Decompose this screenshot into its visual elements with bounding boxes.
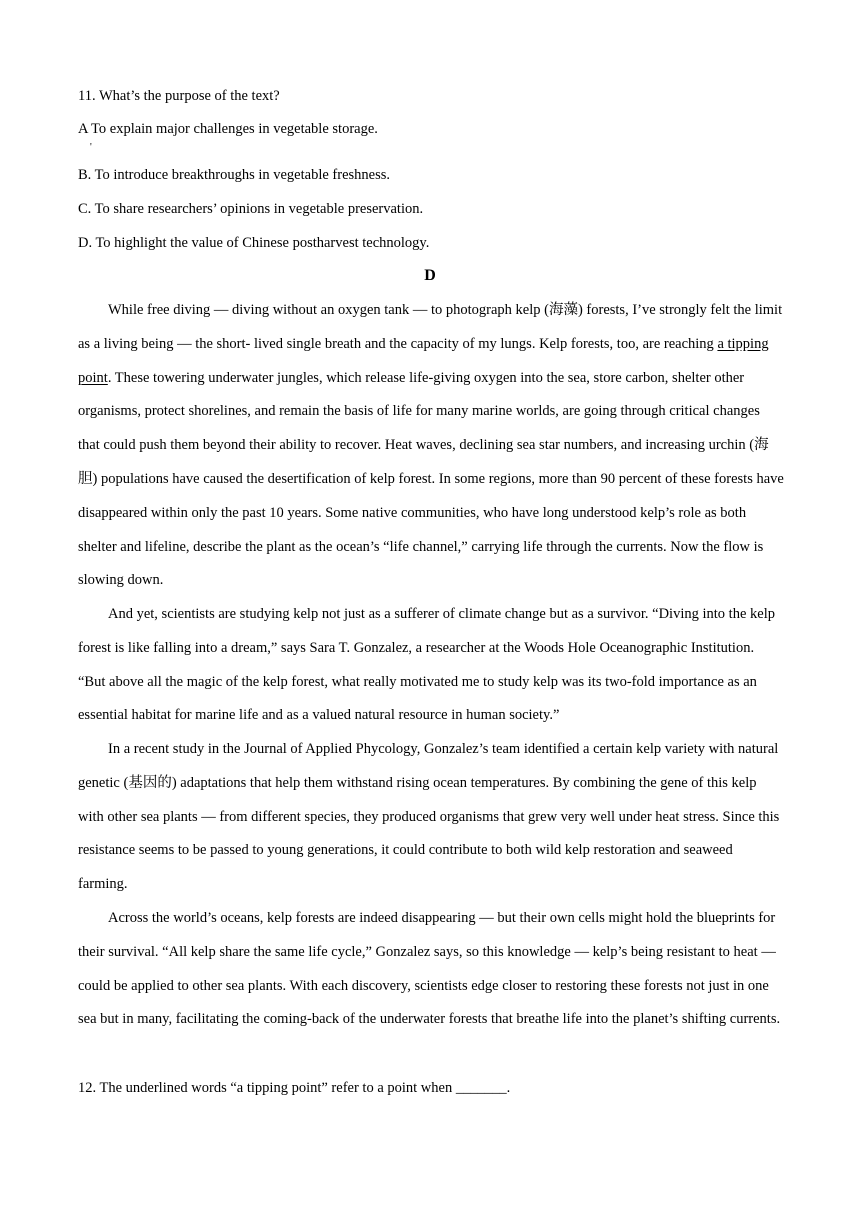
p1-text-after: . These towering underwater jungles, which release life-giving oxygen into the sea, store carbon, shelter other organisms, protect shorelines, and remain the basis of life for many marine worlds, are going through critical changes that could push them beyond their ability to recover. Heat waves, declining sea star numbers, and increasing urchin (海胆) populations have caused the desertification of kelp forest. In some regions, more than 90 percent of these forests have disappeared within only the past 10 years. Some native communities, who have long understood kelp’s role as both shelter and lifeline, describe the plant as the ocean’s “life channel,” carrying life through the currents. Now the flow is slowing down.: [78, 369, 784, 589]
passage-paragraph-2: [78, 598, 784, 733]
question-12-stem: 12. The underlined words “a tipping point” refer to a point when _______.: [78, 1080, 511, 1096]
p2-text: And yet, scientists are studying kelp not just as a sufferer of climate change but as a survivor. “Diving into the kelp forest is like falling into a dream,” says Sara T. Gonzalez, a researcher at the Woods Hole Oceanographic Institution. “But above all the magic of the kelp forest, what really motivated me to study kelp was its two-fold importance as an essential habitat for marine life and as a valued natural resource in human society.”: [78, 606, 775, 724]
option-a: A To explain major challenges in vegetable storage.: [78, 121, 378, 137]
option-b: B. To introduce breakthroughs in vegetable freshness.: [78, 167, 390, 183]
p3-text: In a recent study in the Journal of Applied Phycology, Gonzalez’s team identified a certain kelp variety with natural genetic (基因的) adaptations that help them withstand rising ocean temperatures. By combining the gene of this kelp with other sea plants — from different species, they produced organisms that grew very well under heat stress. Since this resistance seems to be passed to young generations, it could contribute to both wild kelp restoration and seaweed farming.: [78, 741, 780, 893]
p4-text: Across the world’s oceans, kelp forests are indeed disappearing — but their own cells might hold the blueprints for their survival. “All kelp share the same life cycle,” Gonzalez says, so this knowledge — kelp’s being resistant to heat — could be applied to other sea plants. With each discovery, scientists edge closer to restoring these forests not just in one sea but in many, facilitating the coming-back of the underwater forests that breathe life into the planet’s shifting currents.: [78, 910, 781, 1028]
underlined-phrase: a tipping point: [78, 335, 769, 386]
section-title: D: [424, 267, 436, 284]
passage-paragraph-3: [78, 733, 784, 902]
passage-paragraph-1: [78, 294, 784, 598]
passage-paragraph-4: [78, 902, 784, 1037]
option-c: C. To share researchers’ opinions in vegetable preservation.: [78, 201, 424, 217]
option-d: D. To highlight the value of Chinese postharvest technology.: [78, 235, 430, 251]
stray-mark: ': [90, 142, 92, 153]
p1-text-before: While free diving — diving without an oxygen tank — to photograph kelp (海藻) forests, I’ve strongly felt the limit as a living being — the short- lived single breath and the capacity of my lungs. Kelp forests, too, are reaching: [78, 302, 783, 352]
question-11-stem: 11. What’s the purpose of the text?: [78, 88, 280, 104]
